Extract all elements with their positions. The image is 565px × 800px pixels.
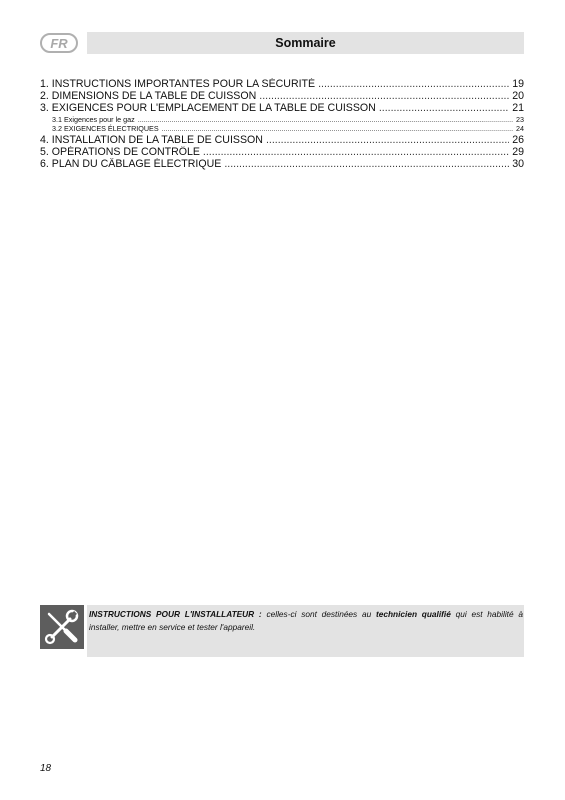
toc-entry-3-1[interactable] bbox=[40, 115, 524, 125]
tools-icon bbox=[40, 605, 84, 649]
toc-entry-label: 5. OPÉRATIONS DE CONTRÔLE bbox=[40, 146, 200, 158]
toc-entry-1[interactable] bbox=[40, 78, 524, 90]
language-badge: FR bbox=[40, 33, 78, 53]
page-title-bar bbox=[87, 32, 524, 54]
toc-entry-label: 4. INSTALLATION DE LA TABLE DE CUISSON bbox=[40, 133, 263, 146]
toc-leader-dots bbox=[203, 146, 509, 158]
toc-entry-label: 3.1 Exigences pour le gaz bbox=[52, 114, 135, 124]
installer-notice-lead: INSTRUCTIONS POUR L'INSTALLATEUR : bbox=[89, 609, 262, 619]
toc-entry-6[interactable] bbox=[40, 158, 524, 170]
toc-leader-dots bbox=[379, 102, 509, 114]
page-title: Sommaire bbox=[275, 36, 336, 50]
toc-entry-page: 23 bbox=[516, 114, 524, 124]
toc-entry-page: 24 bbox=[516, 124, 524, 134]
toc-entry-label: 3. EXIGENCES POUR L'EMPLACEMENT DE LA TABLE DE CUISSON bbox=[40, 102, 376, 115]
installer-notice-emphasis: technicien qualifié bbox=[375, 609, 451, 619]
toc-entry-page: 19 bbox=[512, 78, 524, 90]
toc-entry-label: 3.2 EXIGENCES ÉLECTRIQUES bbox=[52, 124, 159, 134]
toc-entry-page: 29 bbox=[512, 146, 524, 158]
toc-entry-5[interactable] bbox=[40, 146, 524, 158]
page-number: 18 bbox=[40, 763, 52, 774]
installer-notice-text-before: celles-ci sont destinées au bbox=[261, 609, 376, 619]
toc-entry-page: 21 bbox=[512, 102, 524, 115]
toc-leader-dots bbox=[318, 78, 509, 90]
toc-entry-3[interactable] bbox=[40, 102, 524, 114]
toc-leader-dots bbox=[224, 158, 509, 170]
table-of-contents bbox=[40, 78, 524, 170]
toc-entry-page: 30 bbox=[512, 158, 524, 171]
toc-entry-label: 1. INSTRUCTIONS IMPORTANTES POUR LA SÉCURITÉ bbox=[40, 78, 316, 90]
toc-leader-dots bbox=[162, 124, 513, 134]
toc-entry-page: 20 bbox=[512, 90, 524, 103]
toc-entry-label: 2. DIMENSIONS DE LA TABLE DE CUISSON bbox=[40, 90, 257, 103]
toc-leader-dots bbox=[138, 115, 513, 125]
toc-leader-dots bbox=[259, 90, 509, 102]
toc-entry-page: 26 bbox=[512, 133, 524, 146]
toc-entry-4[interactable] bbox=[40, 134, 524, 146]
installer-notice bbox=[40, 605, 524, 657]
installer-notice-text bbox=[89, 608, 523, 633]
toc-leader-dots bbox=[266, 134, 509, 146]
toc-entry-3-2[interactable] bbox=[40, 124, 524, 134]
installer-notice-text-after: qui est habilité à installer, mettre en service et tester l'appareil. bbox=[89, 609, 523, 632]
toc-entry-label: 6. PLAN DU CÂBLAGE ÉLECTRIQUE bbox=[40, 158, 222, 171]
toc-entry-2[interactable] bbox=[40, 90, 524, 102]
